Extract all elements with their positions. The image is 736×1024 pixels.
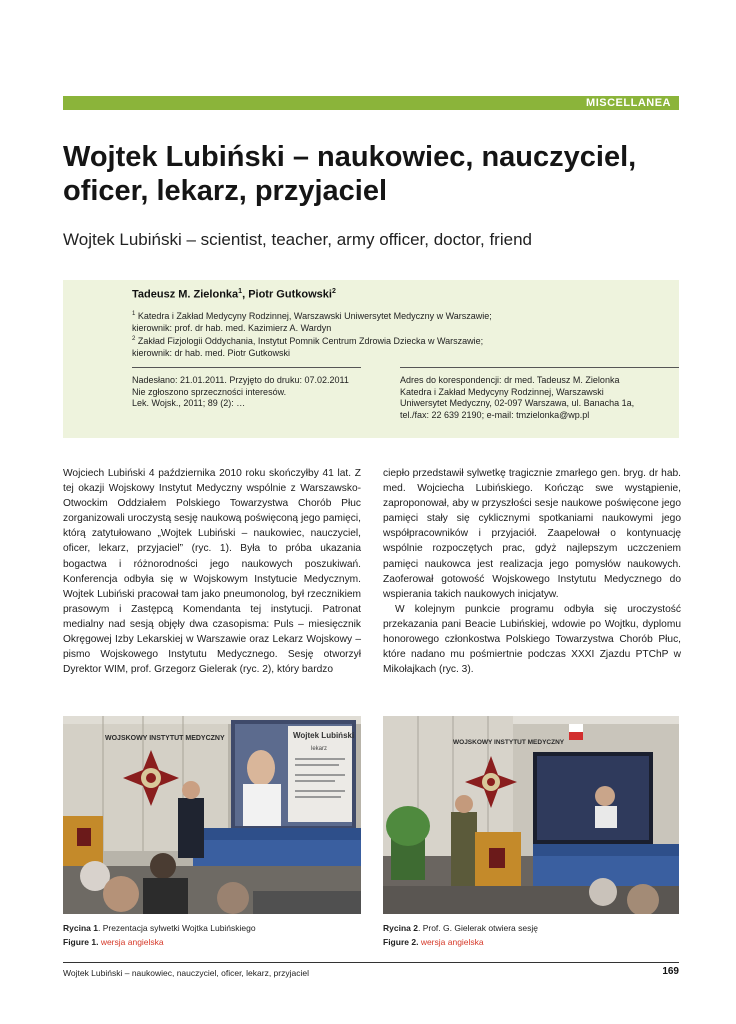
figure-1-label-en: Figure 1 <box>63 937 97 947</box>
corr-line-3: Uniwersytet Medyczny, 02-097 Warszawa, ul. Banacha 1a, <box>400 398 635 408</box>
body-paragraph: Wojciech Lubiński 4 października 2010 roku skończyłby 41 lat. Z tej okazji Wojskowy Instytut Medyczny wspólnie z Warszawsko-Otwockim Oddziałem Polskiego Towarzystwa Chorób Płuc zorganizowali uroczystą sesję naukową poświęconą jego pamięci, którą zatytułowano „Wojtek Lubiński – naukowiec, nauczyciel, oficer, lekarz, przyjaciel” (ryc. 1). Była to próba ukazania bogactwa i różnorodności jego naukowych poszukiwań. Konferencja odbyła się w Wojskowym Instytucie Medycznym. Wojtek Lubiński pracował tam jako pneumonolog, był rzecznikiem prasowym i Zastępcą Komendanta tej instytucji. Patronat medialny nad sesją objęły dwa czasopisma: Puls – miesięcznik Okręgowej Izby Lekarskiej w Warszawie oraz Lekarz Wojskowy – pismo Wojskowego Instytutu Medycznego. Sesję otworzył Dyrektor WIM, prof. Grzegorz Gielerak (ryc. 2), który bardzo <box>63 468 361 676</box>
slide-title: Wojtek Lubiński <box>293 731 355 740</box>
body-paragraph: ciepło przedstawił sylwetkę tragicznie zmarłego gen. bryg. dr hab. med. Wojciecha Lubińskiego. Kończąc swe wystąpienie, zaproponował, aby w przyszłości sesje naukowe poświęcone jego pamięci stały się cyklicznymi spotkaniami naukowymi jego współpracowników i przyjaciół. Zaapelował o kontynuację wspólnie rozpoczętych prac, gdyż najlepszym uczczeniem pamięci naukowca jest realizacja jego pomysłów naukowych. Zaoferował gotowość Wojskowego Instytutu Medycznego do wspierania takich naukowych inicjatyw. <box>383 468 681 600</box>
conflict-statement: Nie zgłoszono sprzeczności interesów. <box>132 386 287 397</box>
citation: Lek. Wojsk., 2011; 89 (2): … <box>132 398 246 408</box>
corr-line-2: Katedra i Zakład Medycyny Rodzinnej, Warszawski <box>400 386 604 397</box>
slide-subtitle: lekarz <box>311 746 328 752</box>
wall-sign-text: WOJSKOWY INSTYTUT MEDYCZNY <box>453 739 565 746</box>
authors <box>132 288 336 301</box>
figure-1-caption-pl <box>63 921 363 935</box>
section-bar <box>63 96 679 110</box>
dates-rule <box>132 367 361 368</box>
affiliation-1 <box>132 309 652 323</box>
article-subtitle: Wojtek Lubiński – scientist, teacher, army officer, doctor, friend <box>63 230 532 249</box>
author-1-sup: 1 <box>238 288 243 295</box>
figure-2-text-pl: . Prof. G. Gielerak otwiera sesję <box>417 923 538 933</box>
affiliation-1-sup: 1 <box>132 311 136 317</box>
figure-2-caption <box>383 921 683 949</box>
running-title: Wojtek Lubiński – naukowiec, nauczyciel, oficer, lekarz, przyjaciel <box>63 968 309 978</box>
figure-1-photo <box>63 716 361 914</box>
figure-1-label-pl: Rycina 1 <box>63 923 98 933</box>
figure-2-caption-pl <box>383 921 683 935</box>
body-column-right <box>383 466 681 677</box>
presentation-photo <box>63 716 361 914</box>
figure-1-text-pl: . Prezentacja sylwetki Wojtka Lubińskiego <box>97 923 256 933</box>
page-number: 169 <box>662 966 679 977</box>
corr-line-1: Adres do korespondencji: dr med. Tadeusz M. Zielonka <box>400 375 620 385</box>
affiliations <box>132 309 652 359</box>
corr-line-4: tel./fax: 22 639 2190; e-mail: tmzielonka@wp.pl <box>400 409 590 420</box>
figure-2-text-en: wersja angielska <box>420 937 484 947</box>
figure-1-caption-en: Figure 1. wersja angielska <box>63 937 164 947</box>
article-title: Wojtek Lubiński – naukowiec, nauczyciel, oficer, lekarz, przyjaciel <box>63 141 637 207</box>
affiliation-2 <box>132 334 652 348</box>
author-1: Tadeusz M. Zielonka <box>132 288 239 301</box>
correspondence-rule <box>400 367 679 368</box>
author-2-sup: 2 <box>331 288 336 295</box>
section-label: MISCELLANEA <box>586 97 671 109</box>
figure-1-caption <box>63 921 363 949</box>
submission-info <box>132 375 392 410</box>
figure-2-caption-en: Figure 2. wersja angielska <box>383 937 484 947</box>
footer-rule <box>63 962 679 963</box>
affiliation-2-line1: Zakład Fizjologii Oddychania, Instytut Pomnik Centrum Zdrowia Dziecka w Warszawie; <box>137 336 484 346</box>
affiliation-2-sup: 2 <box>132 336 136 342</box>
polish-flag-icon <box>569 724 583 740</box>
author-separator: , <box>242 288 249 301</box>
correspondence-address <box>400 375 680 421</box>
affiliation-2-head: kierownik: dr hab. med. Piotr Gutkowski <box>132 347 291 358</box>
opening-speech-photo <box>383 716 679 914</box>
affiliation-1-line1: Katedra i Zakład Medycyny Rodzinnej, Warszawski Uniwersytet Medyczny w Warszawie; <box>137 311 492 321</box>
figure-2-label-pl: Rycina 2 <box>383 923 418 933</box>
figure-2-label-en: Figure 2 <box>383 937 417 947</box>
affiliation-1-head: kierownik: prof. dr hab. med. Kazimierz A. Wardyn <box>132 322 332 333</box>
body-column-left <box>63 466 361 677</box>
figure-2-photo <box>383 716 679 914</box>
dates-received: Nadesłano: 21.01.2011. Przyjęto do druku: 07.02.2011 <box>132 375 349 385</box>
figure-1-text-en: wersja angielska <box>100 937 164 947</box>
author-2: Piotr Gutkowski <box>248 288 332 301</box>
body-paragraph: W kolejnym punkcie programu odbyła się uroczystość przekazania pani Beacie Lubińskiej, wdowie po Wojtku, dyplomu honorowego członkostwa Polskiego Towarzystwa Chorób Płuc, które nadano mu pośmiertnie podczas XXXI Zjazdu PTChP w Mikołajkach (ryc. 3). <box>383 603 681 676</box>
wall-sign-text: WOJSKOWY INSTYTUT MEDYCZNY <box>105 735 225 742</box>
